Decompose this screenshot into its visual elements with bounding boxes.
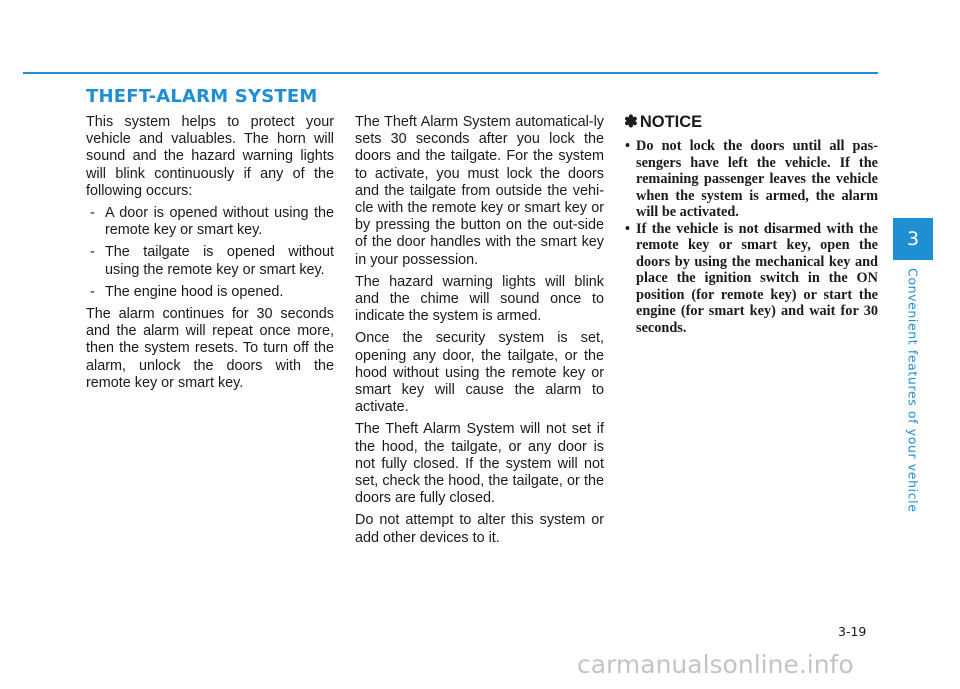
- condition-item: - The engine hood is opened.: [86, 284, 334, 301]
- chapter-number-tab: 3: [893, 218, 933, 260]
- notice-title: NOTICE: [639, 113, 703, 131]
- notice-heading: [624, 112, 878, 132]
- body-paragraph: Once the security system is set, opening any door, the tailgate, or the hood without using the remote key or smart key will cause the alarm to activate.: [355, 330, 604, 416]
- notice-item: • If the vehicle is not disarmed with the remote key or smart key, open the doors by using the mechanical key and place the ignition switch in the ON position (for remote key) or start the engine (for smart key) and wait for 30 seconds.: [624, 221, 878, 337]
- header-rule: [23, 72, 878, 74]
- notice-asterisk-icon: ✽: [624, 113, 638, 131]
- body-paragraph: The Theft Alarm System automatical-ly sets 30 seconds after you lock the doors and the tailgate. For the system to activate, you must lock the doors and the tailgate from outside the vehi-cle with the remote key or smart key or by pressing the button on the out-side of the door handles with the smart key in your possession.: [355, 114, 604, 268]
- watermark: carmanualsonline.info: [577, 650, 854, 679]
- notice-box: [624, 112, 878, 336]
- condition-item: - The tailgate is opened without using the remote key or smart key.: [86, 244, 334, 278]
- notice-list: [624, 138, 878, 336]
- alarm-duration-paragraph: The alarm continues for 30 seconds and the alarm will repeat once more, then the system resets. To turn off the alarm, unlock the doors with the remote key or smart key.: [86, 306, 334, 391]
- body-paragraph: The Theft Alarm System will not set if the hood, the tailgate, or any door is not fully closed. If the system will not set, check the hood, the tailgate, or the doors are fully closed.: [355, 421, 604, 507]
- notice-item: • Do not lock the doors until all pas-sengers have left the vehicle. If the remaining passenger leaves the vehicle when the system is armed, the alarm will be activated.: [624, 138, 878, 221]
- body-paragraph: The hazard warning lights will blink and the chime will sound once to indicate the system is armed.: [355, 273, 604, 325]
- alarm-conditions-list: [86, 205, 334, 301]
- body-paragraph: Do not attempt to alter this system or add other devices to it.: [355, 512, 604, 546]
- page-number: 3-19: [838, 624, 867, 639]
- condition-item: - A door is opened without using the remote key or smart key.: [86, 205, 334, 239]
- column-middle: [355, 114, 604, 552]
- intro-paragraph: This system helps to protect your vehicle and valuables. The horn will sound and the hazard warning lights will blink continuously if any of the following occurs:: [86, 114, 334, 199]
- section-title: THEFT-ALARM SYSTEM: [86, 86, 318, 107]
- column-left: [86, 114, 334, 397]
- chapter-title: Convenient features of your vehicle: [905, 268, 921, 513]
